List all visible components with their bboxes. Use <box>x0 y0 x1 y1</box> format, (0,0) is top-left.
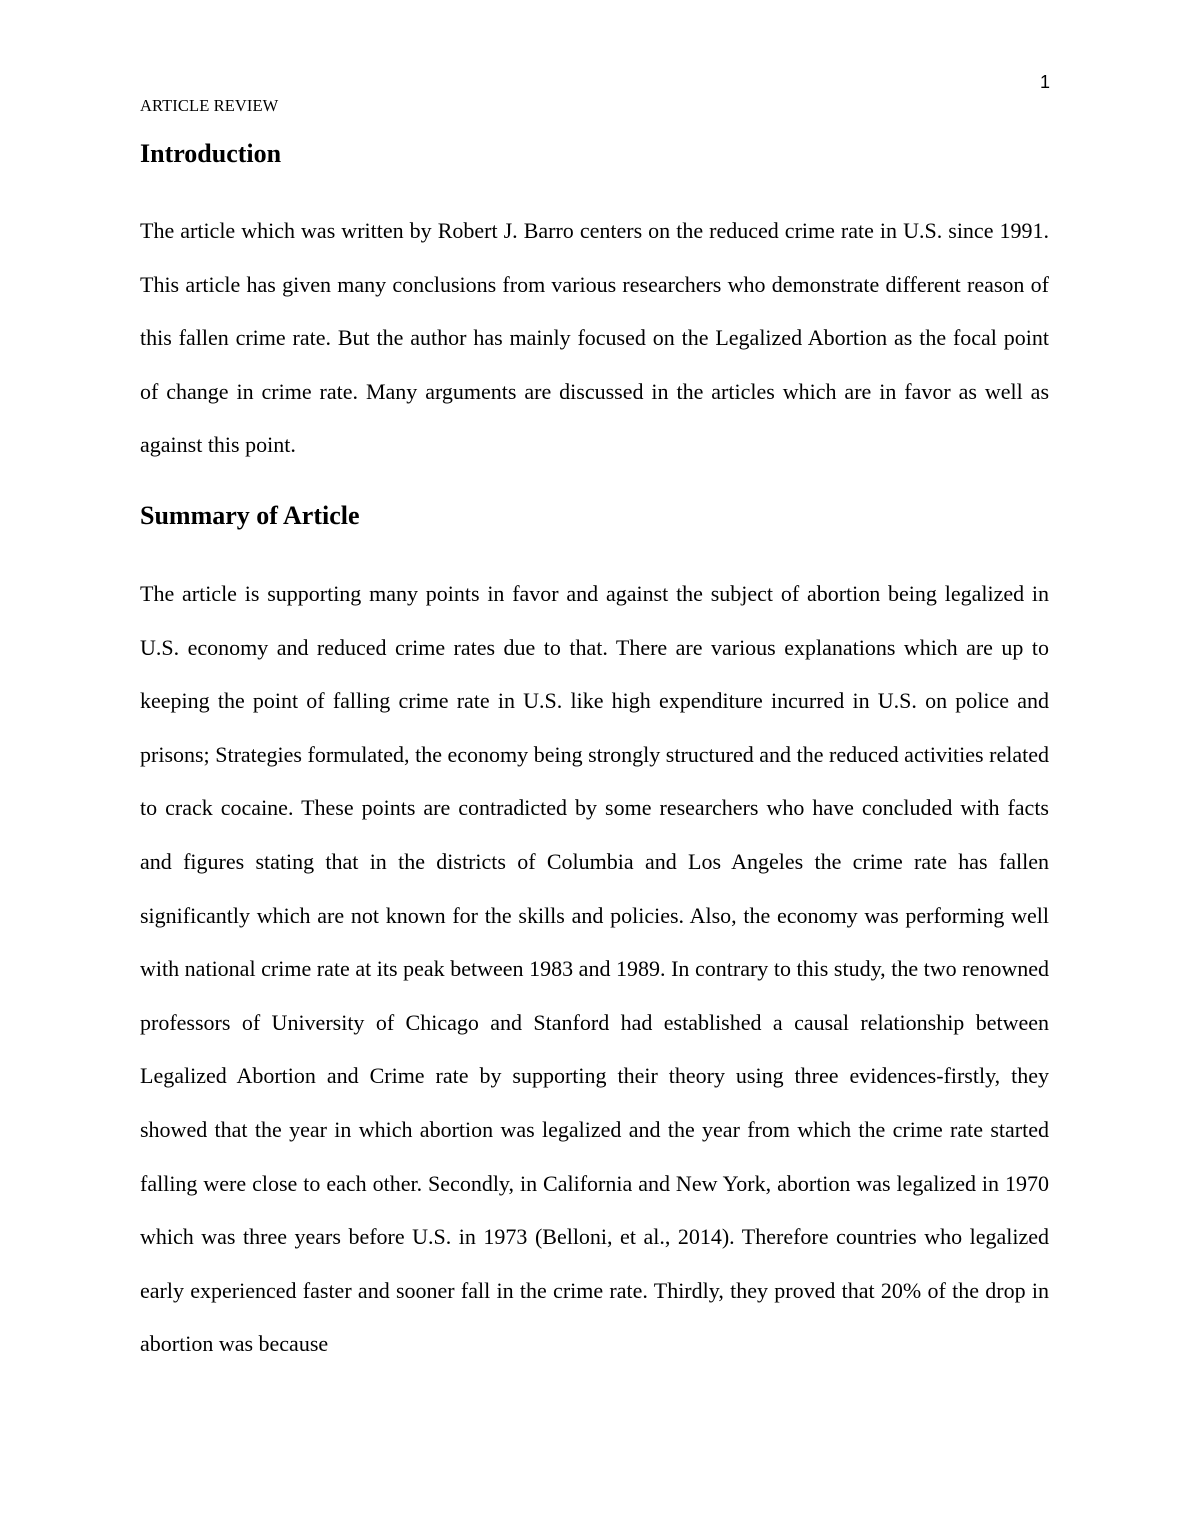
section-heading-summary: Summary of Article <box>140 501 360 530</box>
running-head: ARTICLE REVIEW <box>140 96 279 115</box>
section-heading-introduction: Introduction <box>140 139 282 168</box>
summary-paragraph: The article is supporting many points in favor and against the subject of abortion being legalized in U.S. economy and reduced crime rates due to that. There are various explanations which are up to keeping the point of falling crime rate in U.S. like high expenditure incurred in U.S. on police and prisons; Strategies formulated, the economy being strongly structured and the reduced activities related to crack cocaine. These points are contradicted by some researchers who have concluded with facts and figures stating that in the districts of Columbia and Los Angeles the crime rate has fallen significantly which are not known for the skills and policies. Also, the economy was performing well with national crime rate at its peak between 1983 and 1989. In contrary to this study, the two renowned professors of University of Chicago and Stanford had established a causal relationship between Legalized Abortion and Crime rate by supporting their theory using three evidences-firstly, they showed that the year in which abortion was legalized and the year from which the crime rate started falling were close to each other. Secondly, in California and New York, abortion was legalized in 1970 which was three years before U.S. in 1973 (Belloni, et al., 2014). Therefore countries who legalized early experienced faster and sooner fall in the crime rate. Thirdly, they proved that 20% of the drop in abortion was because <box>140 581 1049 1357</box>
page-number: 1 <box>1039 72 1050 92</box>
introduction-paragraph: The article which was written by Robert J. Barro centers on the reduced crime rate in U.S. since 1991. This article has given many conclusions from various researchers who demonstrate different reason of this fallen crime rate. But the author has mainly focused on the Legalized Abortion as the focal point of change in crime rate. Many arguments are discussed in the articles which are in favor as well as against this point. <box>140 218 1049 458</box>
